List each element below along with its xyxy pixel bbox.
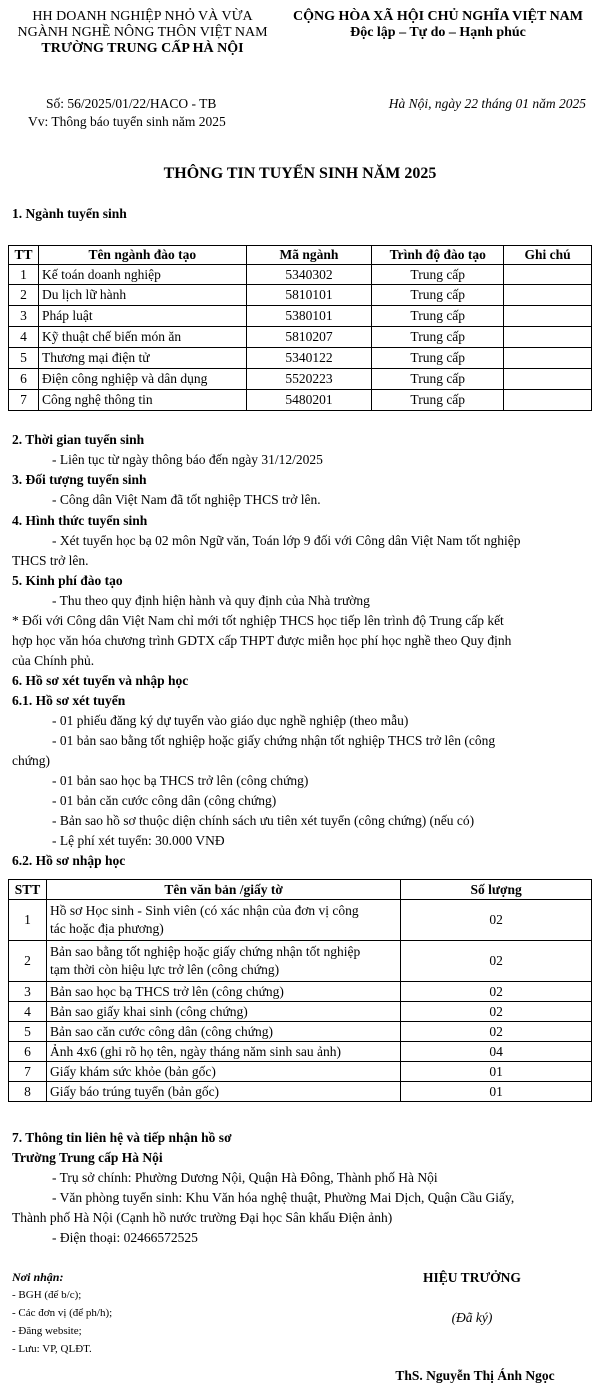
contact-hq: - Trụ sở chính: Phường Dương Nội, Quận Hà Đông, Thành phố Hà Nội <box>52 1170 438 1185</box>
page-title: THÔNG TIN TUYỂN SINH NĂM 2025 <box>163 165 437 182</box>
list-item: - Lệ phí xét tuyển: 30.000 VNĐ <box>52 833 225 848</box>
cell-document <box>46 900 400 941</box>
cell-code: 5810101 <box>246 285 372 306</box>
cell-stt: 6 <box>9 1042 47 1062</box>
cell-document: Giấy khám sức khỏe (bản gốc) <box>46 1062 400 1082</box>
document-line: Hồ sơ Học sinh - Sinh viên (có xác nhận của đơn vị công <box>49 903 359 918</box>
cell-level: Trung cấp <box>372 265 504 285</box>
contact-office-cont: Thành phố Hà Nội (Cạnh hồ nước trường Đại học Sân khấu Điện ảnh) <box>12 1210 393 1225</box>
cell-stt: 5 <box>9 1022 47 1042</box>
section-6-2-heading: 6.2. Hồ sơ nhập học <box>12 853 126 868</box>
recipients <box>12 1268 112 1358</box>
section-2-heading: 2. Thời gian tuyển sinh <box>12 432 145 447</box>
cell-tt: 4 <box>9 327 39 348</box>
org-line-1: HH DOANH NGHIỆP NHỎ VÀ VỪA <box>32 9 253 24</box>
section-6-1-heading: 6.1. Hồ sơ xét tuyển <box>12 693 126 708</box>
recipient-item: - BGH (để b/c); <box>12 1289 82 1301</box>
table-row <box>9 941 592 982</box>
cell-quantity: 02 <box>401 982 592 1002</box>
list-item: - Bản sao hồ sơ thuộc diện chính sách ưu tiên xét tuyển (công chứng) (nếu có) <box>52 813 475 828</box>
section-1-heading: 1. Ngành tuyển sinh <box>12 206 127 221</box>
motto-line-2: Độc lập – Tự do – Hạnh phúc <box>350 25 526 40</box>
majors-table-header <box>9 246 592 265</box>
col-header: STT <box>9 880 47 900</box>
section-5-note-2: hợp học văn hóa chương trình GDTX cấp THPT được miễn học phí học nghề theo Quy định <box>12 633 512 648</box>
contact-phone: - Điện thoại: 02466572525 <box>52 1230 198 1245</box>
section-5-note-3: của Chính phủ. <box>12 653 95 668</box>
list-item-cont: chứng) <box>12 753 51 768</box>
cell-stt: 3 <box>9 982 47 1002</box>
cell-stt: 1 <box>9 900 47 941</box>
cell-document: Bản sao học bạ THCS trở lên (công chứng) <box>46 982 400 1002</box>
contact-office: - Văn phòng tuyển sinh: Khu Văn hóa nghệ thuật, Phường Mai Dịch, Quận Cầu Giấy, <box>52 1190 515 1205</box>
section-4-text: - Xét tuyển học bạ 02 môn Ngữ văn, Toán lớp 9 đối với Công dân Việt Nam tốt nghiệp <box>52 533 521 548</box>
section-4-text-cont: THCS trở lên. <box>12 553 89 568</box>
cell-stt: 7 <box>9 1062 47 1082</box>
majors-table <box>8 245 592 411</box>
cell-tt: 5 <box>9 348 39 369</box>
section-2-text: - Liên tục từ ngày thông báo đến ngày 31/12/2025 <box>52 452 323 467</box>
cell-document: Bản sao căn cước công dân (công chứng) <box>46 1022 400 1042</box>
cell-level: Trung cấp <box>372 348 504 369</box>
table-row <box>9 1082 592 1102</box>
table-row <box>9 327 592 348</box>
documents-table-header <box>9 880 592 900</box>
cell-quantity: 02 <box>401 1002 592 1022</box>
cell-level: Trung cấp <box>372 285 504 306</box>
national-motto <box>283 9 593 41</box>
signer-role: HIỆU TRƯỞNG <box>423 1270 521 1285</box>
cell-document: Ảnh 4x6 (ghi rõ họ tên, ngày tháng năm sinh sau ảnh) <box>46 1042 400 1062</box>
section-7-heading: 7. Thông tin liên hệ và tiếp nhận hồ sơ <box>12 1130 232 1145</box>
table-row <box>9 265 592 285</box>
list-item: - 01 bản căn cước công dân (công chứng) <box>52 793 277 808</box>
cell-quantity: 02 <box>401 941 592 982</box>
table-row <box>9 1022 592 1042</box>
recipients-title: Nơi nhận: <box>12 1270 64 1284</box>
cell-note <box>504 348 592 369</box>
cell-stt: 2 <box>9 941 47 982</box>
cell-note <box>504 327 592 348</box>
cell-stt: 8 <box>9 1082 47 1102</box>
doc-subject: Vv: Thông báo tuyển sinh năm 2025 <box>28 114 226 129</box>
table-row <box>9 390 592 411</box>
list-item: - 01 bản sao bằng tốt nghiệp hoặc giấy chứng nhận tốt nghiệp THCS trở lên (công <box>52 733 496 748</box>
col-header: Mã ngành <box>246 246 372 265</box>
cell-major: Kế toán doanh nghiệp <box>38 265 246 285</box>
recipient-item: - Lưu: VP, QLĐT. <box>12 1343 92 1355</box>
motto-line-1: CỘNG HÒA XÃ HỘI CHỦ NGHĨA VIỆT NAM <box>292 9 583 24</box>
cell-note <box>504 306 592 327</box>
document-line: tác hoặc địa phương) <box>49 921 164 936</box>
signed-status: (Đã ký) <box>451 1310 493 1325</box>
section-5-text: - Thu theo quy định hiện hành và quy định của Nhà trường <box>52 593 370 608</box>
issuing-org <box>0 9 285 57</box>
table-row <box>9 982 592 1002</box>
cell-major: Du lịch lữ hành <box>38 285 246 306</box>
cell-tt: 1 <box>9 265 39 285</box>
document-line: Bản sao bằng tốt nghiệp hoặc giấy chứng nhận tốt nghiệp <box>49 944 361 959</box>
doc-number: Số: 56/2025/01/22/HACO - TB <box>46 96 217 111</box>
col-header: Số lượng <box>401 880 592 900</box>
table-row <box>9 1042 592 1062</box>
recipient-item: - Đăng website; <box>12 1325 82 1337</box>
table-row <box>9 348 592 369</box>
signer-name: ThS. Nguyễn Thị Ánh Ngọc <box>395 1368 555 1383</box>
section-6-heading: 6. Hồ sơ xét tuyển và nhập học <box>12 673 189 688</box>
org-line-2: NGÀNH NGHỀ NÔNG THÔN VIỆT NAM <box>17 25 268 40</box>
cell-note <box>504 369 592 390</box>
cell-document: Giấy báo trúng tuyển (bản gốc) <box>46 1082 400 1102</box>
cell-quantity: 02 <box>401 1022 592 1042</box>
section-5-note-1: * Đối với Công dân Việt Nam chỉ mới tốt nghiệp THCS học tiếp lên trình độ Trung cấp kết <box>12 613 504 628</box>
contact-school: Trường Trung cấp Hà Nội <box>12 1150 163 1165</box>
cell-code: 5480201 <box>246 390 372 411</box>
cell-note <box>504 265 592 285</box>
cell-tt: 2 <box>9 285 39 306</box>
table-row <box>9 285 592 306</box>
cell-quantity: 01 <box>401 1062 592 1082</box>
cell-code: 5810207 <box>246 327 372 348</box>
doc-date: Hà Nội, ngày 22 tháng 01 năm 2025 <box>388 96 586 111</box>
cell-document <box>46 941 400 982</box>
cell-note <box>504 390 592 411</box>
cell-code: 5340302 <box>246 265 372 285</box>
recipient-item: - Các đơn vị (để ph/h); <box>12 1307 113 1319</box>
school-name: TRƯỜNG TRUNG CẤP HÀ NỘI <box>41 41 244 56</box>
cell-major: Công nghệ thông tin <box>38 390 246 411</box>
cell-stt: 4 <box>9 1002 47 1022</box>
cell-quantity: 02 <box>401 900 592 941</box>
col-header: Tên ngành đào tạo <box>38 246 246 265</box>
list-item: - 01 bản sao học bạ THCS trở lên (công chứng) <box>52 773 309 788</box>
cell-tt: 6 <box>9 369 39 390</box>
cell-level: Trung cấp <box>372 327 504 348</box>
cell-document: Bản sao giấy khai sinh (công chứng) <box>46 1002 400 1022</box>
section-4-heading: 4. Hình thức tuyển sinh <box>12 513 148 528</box>
documents-table <box>8 879 592 1102</box>
cell-tt: 3 <box>9 306 39 327</box>
cell-major: Pháp luật <box>38 306 246 327</box>
cell-code: 5340122 <box>246 348 372 369</box>
section-3-text: - Công dân Việt Nam đã tốt nghiệp THCS trở lên. <box>52 492 321 507</box>
col-header: Ghi chú <box>504 246 592 265</box>
col-header: Tên văn bản /giấy tờ <box>46 880 400 900</box>
col-header: TT <box>9 246 39 265</box>
table-row <box>9 1002 592 1022</box>
col-header: Trình độ đào tạo <box>372 246 504 265</box>
cell-code: 5520223 <box>246 369 372 390</box>
cell-tt: 7 <box>9 390 39 411</box>
cell-quantity: 01 <box>401 1082 592 1102</box>
document-line: tạm thời còn hiệu lực trở lên (công chứng) <box>49 962 280 977</box>
table-row <box>9 1062 592 1082</box>
cell-code: 5380101 <box>246 306 372 327</box>
cell-major: Điện công nghiệp và dân dụng <box>38 369 246 390</box>
table-row <box>9 306 592 327</box>
cell-level: Trung cấp <box>372 390 504 411</box>
cell-level: Trung cấp <box>372 306 504 327</box>
cell-note <box>504 285 592 306</box>
cell-major: Kỹ thuật chế biến món ăn <box>38 327 246 348</box>
cell-quantity: 04 <box>401 1042 592 1062</box>
table-row <box>9 369 592 390</box>
list-item: - 01 phiếu đăng ký dự tuyển vào giáo dục nghề nghiệp (theo mẫu) <box>52 713 409 728</box>
table-row <box>9 900 592 941</box>
section-5-heading: 5. Kinh phí đào tạo <box>12 573 123 588</box>
cell-major: Thương mại điện tử <box>38 348 246 369</box>
section-3-heading: 3. Đối tượng tuyển sinh <box>12 472 147 487</box>
cell-level: Trung cấp <box>372 369 504 390</box>
